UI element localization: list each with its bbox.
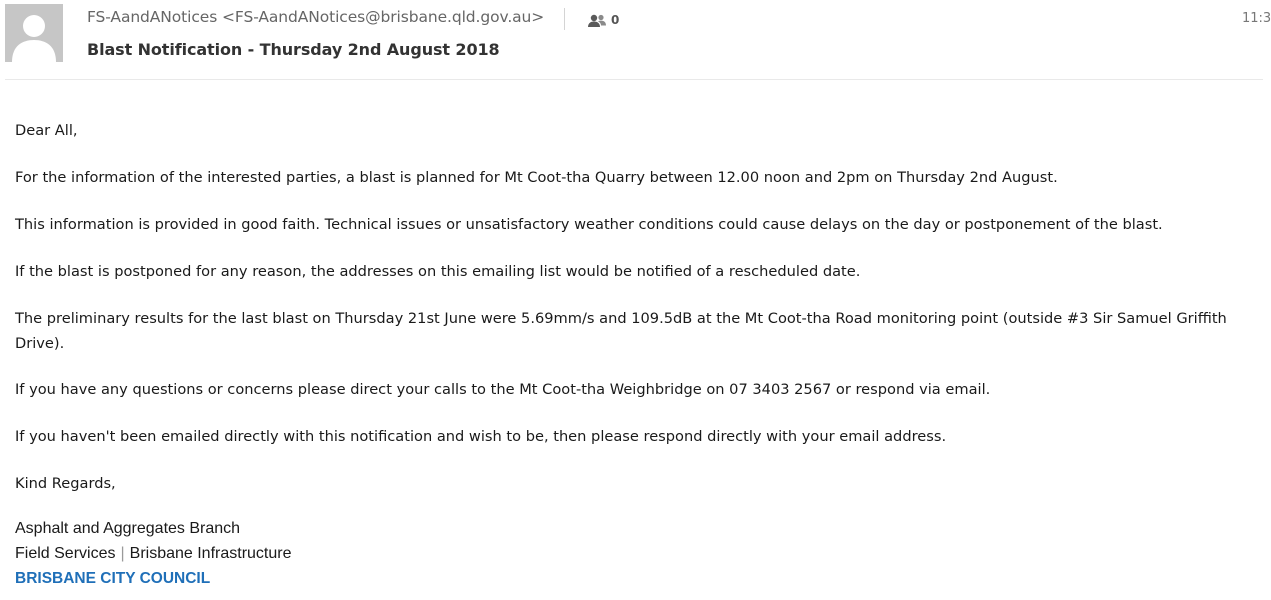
body-paragraph: If you have any questions or concerns please direct your calls to the Mt Coot-tha Weighbridge on 07 3403 2567 or respond via email. (15, 381, 991, 398)
received-time: 11:3 (1242, 11, 1271, 26)
signature-division: Field Services (15, 545, 116, 562)
header-divider-line (5, 79, 1263, 80)
signature-branch: Asphalt and Aggregates Branch (15, 520, 241, 537)
message-subject: Blast Notification - Thursday 2nd August 2018 (87, 40, 500, 59)
body-paragraph: This information is provided in good faith. Technical issues or unsatisfactory weather conditions could cause delays on the day or postponement of the blast. (15, 216, 1163, 233)
header-divider (564, 8, 565, 30)
recipient-count: 0 (611, 13, 620, 27)
body-paragraph: The preliminary results for the last blast on Thursday 21st June were 5.69mm/s and 109.5dB at the Mt Coot-tha Road monitoring point (outside #3 Sir Samuel Griffith Drive). (15, 310, 1227, 352)
sender-address[interactable]: FS-AandANotices <FS-AandANotices@brisbane.qld.gov.au> (87, 8, 545, 26)
message-header (0, 0, 1271, 80)
signature-division-line (15, 541, 292, 566)
signature-separator: | (120, 545, 125, 562)
people-icon (587, 13, 607, 27)
body-paragraph: If the blast is postponed for any reason, the addresses on this emailing list would be notified of a rescheduled date. (15, 263, 861, 280)
message-body (15, 118, 1255, 518)
closing: Kind Regards, (15, 475, 116, 492)
signature-department: Brisbane Infrastructure (129, 545, 292, 562)
signature-council: BRISBANE CITY COUNCIL (15, 570, 211, 587)
body-paragraph: For the information of the interested parties, a blast is planned for Mt Coot-tha Quarry between 12.00 noon and 2pm on Thursday 2nd August. (15, 169, 1058, 186)
recipients-button[interactable] (587, 11, 619, 29)
greeting: Dear All, (15, 122, 78, 139)
sender-avatar[interactable] (5, 4, 63, 62)
body-paragraph: If you haven't been emailed directly with this notification and wish to be, then please respond directly with your email address. (15, 428, 947, 445)
email-signature (15, 516, 292, 591)
person-placeholder-icon (5, 4, 63, 62)
